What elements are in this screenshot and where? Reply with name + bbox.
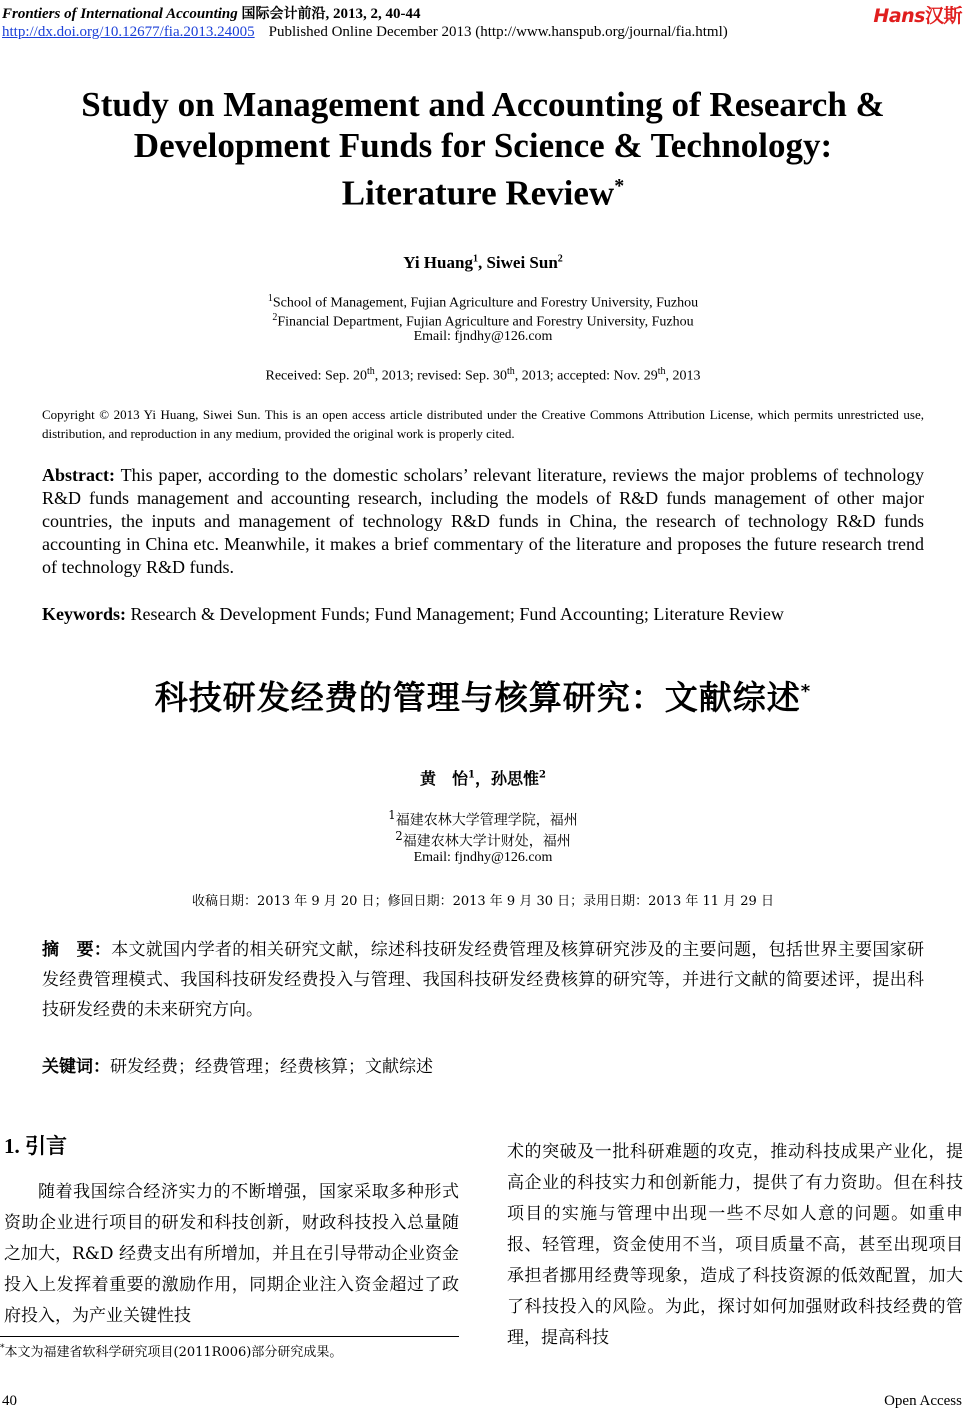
authors-cn [0, 766, 966, 789]
abstract-label: Abstract: [42, 465, 115, 485]
affiliation-2-sup: 2 [272, 312, 278, 323]
accepted-sup: th [657, 366, 666, 377]
author-cn-2-sup: 2 [539, 769, 546, 781]
footnote [0, 1341, 342, 1360]
section-1-heading [4, 1130, 67, 1160]
author-cn-1-sup: 1 [468, 769, 475, 781]
email-cn: Email: fjndhy@126.com [413, 850, 553, 865]
affiliation-cn-2-sup: 2 [395, 829, 403, 843]
journal-name-en: Frontiers of International Accounting [2, 6, 238, 22]
author-cn-1: 黄 怡 [420, 769, 469, 788]
affiliation-1-text: School of Management, Fujian Agriculture and Forestry University, Fuzhou [272, 295, 699, 311]
journal-header [2, 3, 421, 23]
email-en: Email: fjndhy@126.com [413, 329, 553, 344]
affiliation-cn-1-sup: 1 [388, 808, 396, 822]
accepted: , 2013; accepted: Nov. 29 [514, 368, 658, 384]
keywords-label: Keywords: [42, 604, 126, 624]
dates-en [0, 366, 966, 385]
title-cn-text: 科技研发经费的管理与核算研究：文献综述 [154, 678, 801, 717]
footnote-text: 本文为福建省软科学研究项目(2011R006)部分研究成果。 [4, 1345, 343, 1360]
doi-line [2, 24, 728, 41]
dates-cn: 收稿日期：2013 年 9 月 20 日；修回日期：2013 年 9 月 30 日；录用日期：2013 年 11 月 29 日 [192, 894, 774, 909]
published-online: Published Online December 2013 (http://www.hanspub.org/journal/fia.html) [268, 24, 728, 40]
copyright-notice: Copyright © 2013 Yi Huang, Siwei Sun. This is an open access article distributed under the Creative Commons Attribution License, which permits unrestricted use, distribution, and reproduction in any medium, provided the original work is properly cited. [42, 407, 924, 441]
author-sep: , [477, 253, 487, 272]
logo-latin: Hans [873, 5, 925, 27]
title-cn [0, 672, 966, 719]
title-en-line3: Literature Review [341, 173, 615, 213]
dates-suffix: , 2013 [665, 368, 701, 384]
body-column-left: 随着我国综合经济实力的不断增强，国家采取多种形式资助企业进行项目的研发和科技创新，财政科技投入总量随之加大，R&D 经费支出有所增加，并且在引导带动企业资金投入上发挥着重要的激励作用，同期企业注入资金超过了政府投入，为产业关键性技 [4, 1182, 459, 1326]
keywords-cn-text: 研发经费；经费管理；经费核算；文献综述 [110, 1057, 433, 1077]
abstract-cn-text: 本文就国内学者的相关研究文献，综述科技研发经费管理及核算研究涉及的主要问题，包括世界主要国家研发经费管理模式、我国科技研发经费投入与管理、我国科技研发经费核算的研究等，并进行文献的简要述评，提出科技研发经费的未来研究方向。 [42, 940, 925, 1020]
journal-citation: , 2013, 2, 40-44 [325, 6, 421, 22]
received: Received: Sep. 20 [265, 368, 367, 384]
section-number: 1. [4, 1134, 20, 1158]
keywords-cn [42, 1052, 924, 1077]
footnote-divider [0, 1336, 459, 1337]
journal-name-cn: 国际会计前沿 [241, 6, 326, 22]
author-1-sup: 1 [472, 253, 478, 265]
title-en-line1: Study on Management and Accounting of Research & [81, 85, 885, 124]
abstract-text: This paper, according to the domestic scholars’ relevant literature, reviews the major problems of technology R&D funds management and accounting research, including the models of R&D funds management of other major countries, the inputs and management of technology R&D funds in China, the research of technology R&D funds accounting in China etc. Meanwhile, it makes a brief commentary of the literature and proposes the future research trend of technology R&D funds. [42, 465, 924, 577]
authors-en [0, 253, 966, 273]
author-2: Siwei Sun [486, 253, 558, 272]
abstract-cn [42, 935, 924, 1025]
abstract-cn-label: 摘 要： [42, 940, 112, 960]
doi-link[interactable]: http://dx.doi.org/10.12677/fia.2013.24005 [2, 24, 255, 40]
keywords-en [42, 604, 924, 625]
hans-logo [873, 1, 962, 28]
open-access-label: Open Access [884, 1393, 962, 1409]
page-number: 40 [2, 1393, 17, 1409]
received-sup: th [366, 366, 375, 377]
title-cn-mark: * [800, 681, 812, 702]
abstract-en [42, 464, 924, 579]
author-2-sup: 2 [557, 253, 563, 265]
section-title: 引言 [25, 1134, 67, 1158]
body-column-right: 术的突破及一批科研难题的攻克，推动科技成果产业化，提高企业的科技实力和创新能力，提供了有力资助。但在科技项目的实施与管理中出现一些不尽如人意的问题。如重申报、轻管理，资金使用不当，项目质量不高，甚至出现项目承担者挪用经费等现象，造成了科技资源的低效配置，加大了科技投入的风险。为此，探讨如何加强财政科技经费的管理，提高科技 [507, 1142, 963, 1348]
revised-sup: th [506, 366, 515, 377]
affiliation-cn-1-text: 福建农林大学管理学院，福州 [395, 812, 578, 829]
affiliation-cn-2-text: 福建农林大学计财处，福州 [402, 833, 571, 850]
author-1: Yi Huang [403, 253, 473, 272]
affiliation-2-text: Financial Department, Fujian Agriculture and Forestry University, Fuzhou [277, 314, 694, 330]
keywords-text: Research & Development Funds; Fund Management; Fund Accounting; Literature Review [130, 604, 784, 624]
author-cn-sep: ， [474, 769, 491, 788]
logo-cn: 汉斯 [924, 5, 962, 27]
title-footnote-mark: * [614, 175, 625, 197]
title-en-line2: Development Funds for Science & Technology: [133, 126, 833, 165]
author-cn-2: 孙思惟 [491, 769, 540, 788]
footnote-mark: * [0, 1343, 5, 1354]
title-en [0, 84, 966, 214]
affiliation-1-sup: 1 [267, 293, 273, 304]
revised: , 2013; revised: Sep. 30 [374, 368, 507, 384]
keywords-cn-label: 关键词： [42, 1057, 110, 1077]
